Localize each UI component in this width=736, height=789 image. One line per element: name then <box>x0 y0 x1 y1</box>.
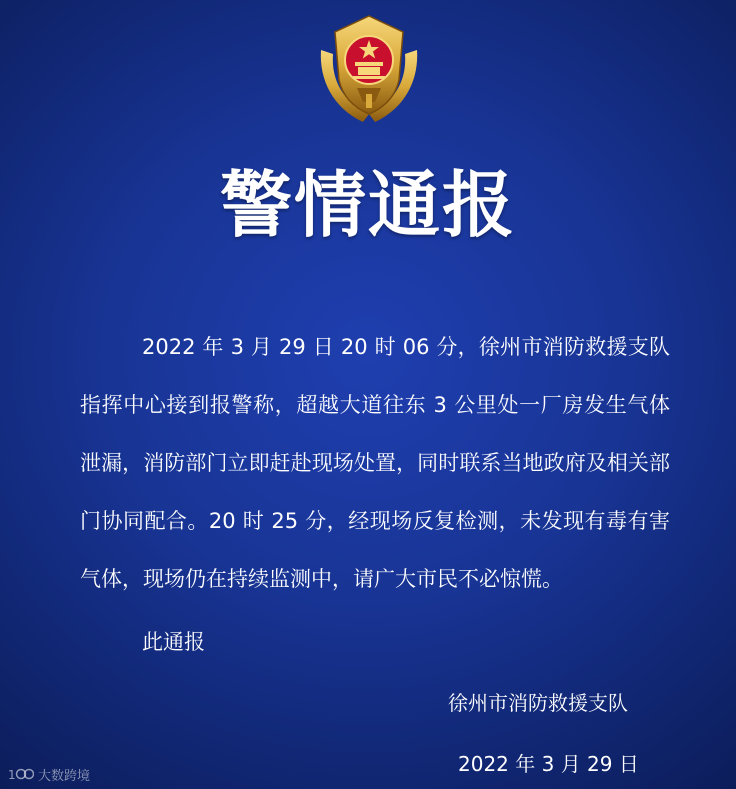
watermark-logo-icon <box>8 766 34 782</box>
notice-body: 2022 年 3 月 29 日 20 时 06 分，徐州市消防救援支队指挥中心接到报警称，超越大道往东 3 公里处一厂房发生气体泄漏，消防部门立即赶赴现场处置，同时联系当地政府及相关部门协同配合。20 时 25 分，经现场反复检测，未发现有毒有害气体，现场仍在持续监测中，请广大市民不必惊慌。 <box>80 335 670 591</box>
fire-rescue-emblem-icon <box>313 10 425 130</box>
issuer-name: 徐州市消防救援支队 <box>448 691 628 715</box>
watermark-text: 大数跨境 <box>38 768 91 784</box>
closing-text: 此通报 <box>142 630 205 654</box>
svg-text:1: 1 <box>8 768 16 782</box>
issue-date: 2022 年 3 月 29 日 <box>458 752 639 776</box>
watermark <box>8 764 90 784</box>
notice-title: 警情通报 <box>219 163 516 247</box>
